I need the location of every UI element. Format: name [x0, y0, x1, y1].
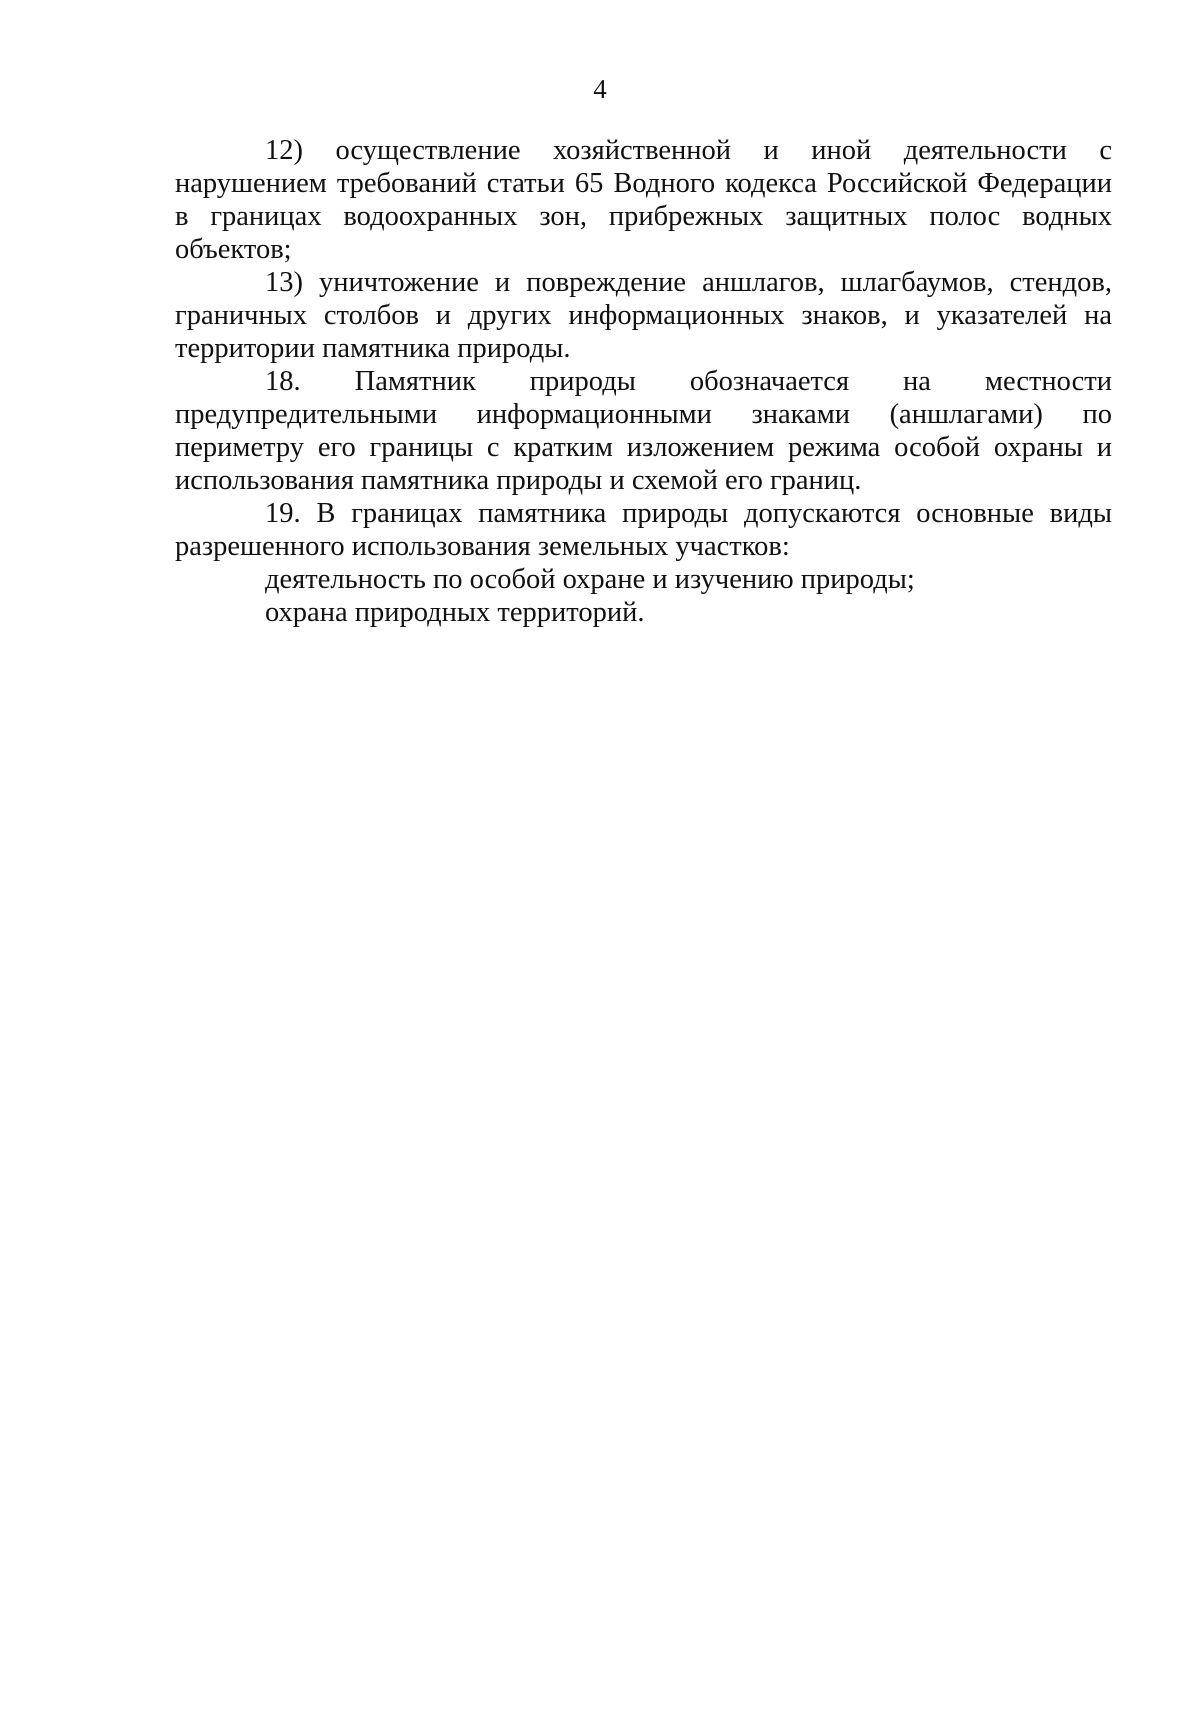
list-item-protection: охрана природных территорий.	[265, 597, 645, 628]
paragraph-item-12: 12) осуществление хозяйственной и иной деятельности с нарушением требований статьи 65 Водного кодекса Российской Федерации в границах водоохранных зон, прибрежных защитных полос водных объектов;	[175, 135, 1112, 265]
paragraph-18: 18. Памятник природы обозначается на местности предупредительными информационными знаками (аншлагами) по периметру его границы с кратким изложением режима особой охраны и использования памятника природы и схемой его границ.	[175, 366, 1112, 496]
list-item-activity: деятельность по особой охране и изучению природы;	[265, 564, 915, 595]
document-body	[175, 134, 1112, 629]
paragraph-19: 19. В границах памятника природы допускаются основные виды разрешенного использования земельных участков:	[175, 498, 1112, 562]
paragraph-item-13: 13) уничтожение и повреждение аншлагов, шлагбаумов, стендов, граничных столбов и других информационных знаков, и указателей на территории памятника природы.	[175, 267, 1112, 364]
page-number: 4	[593, 74, 607, 104]
